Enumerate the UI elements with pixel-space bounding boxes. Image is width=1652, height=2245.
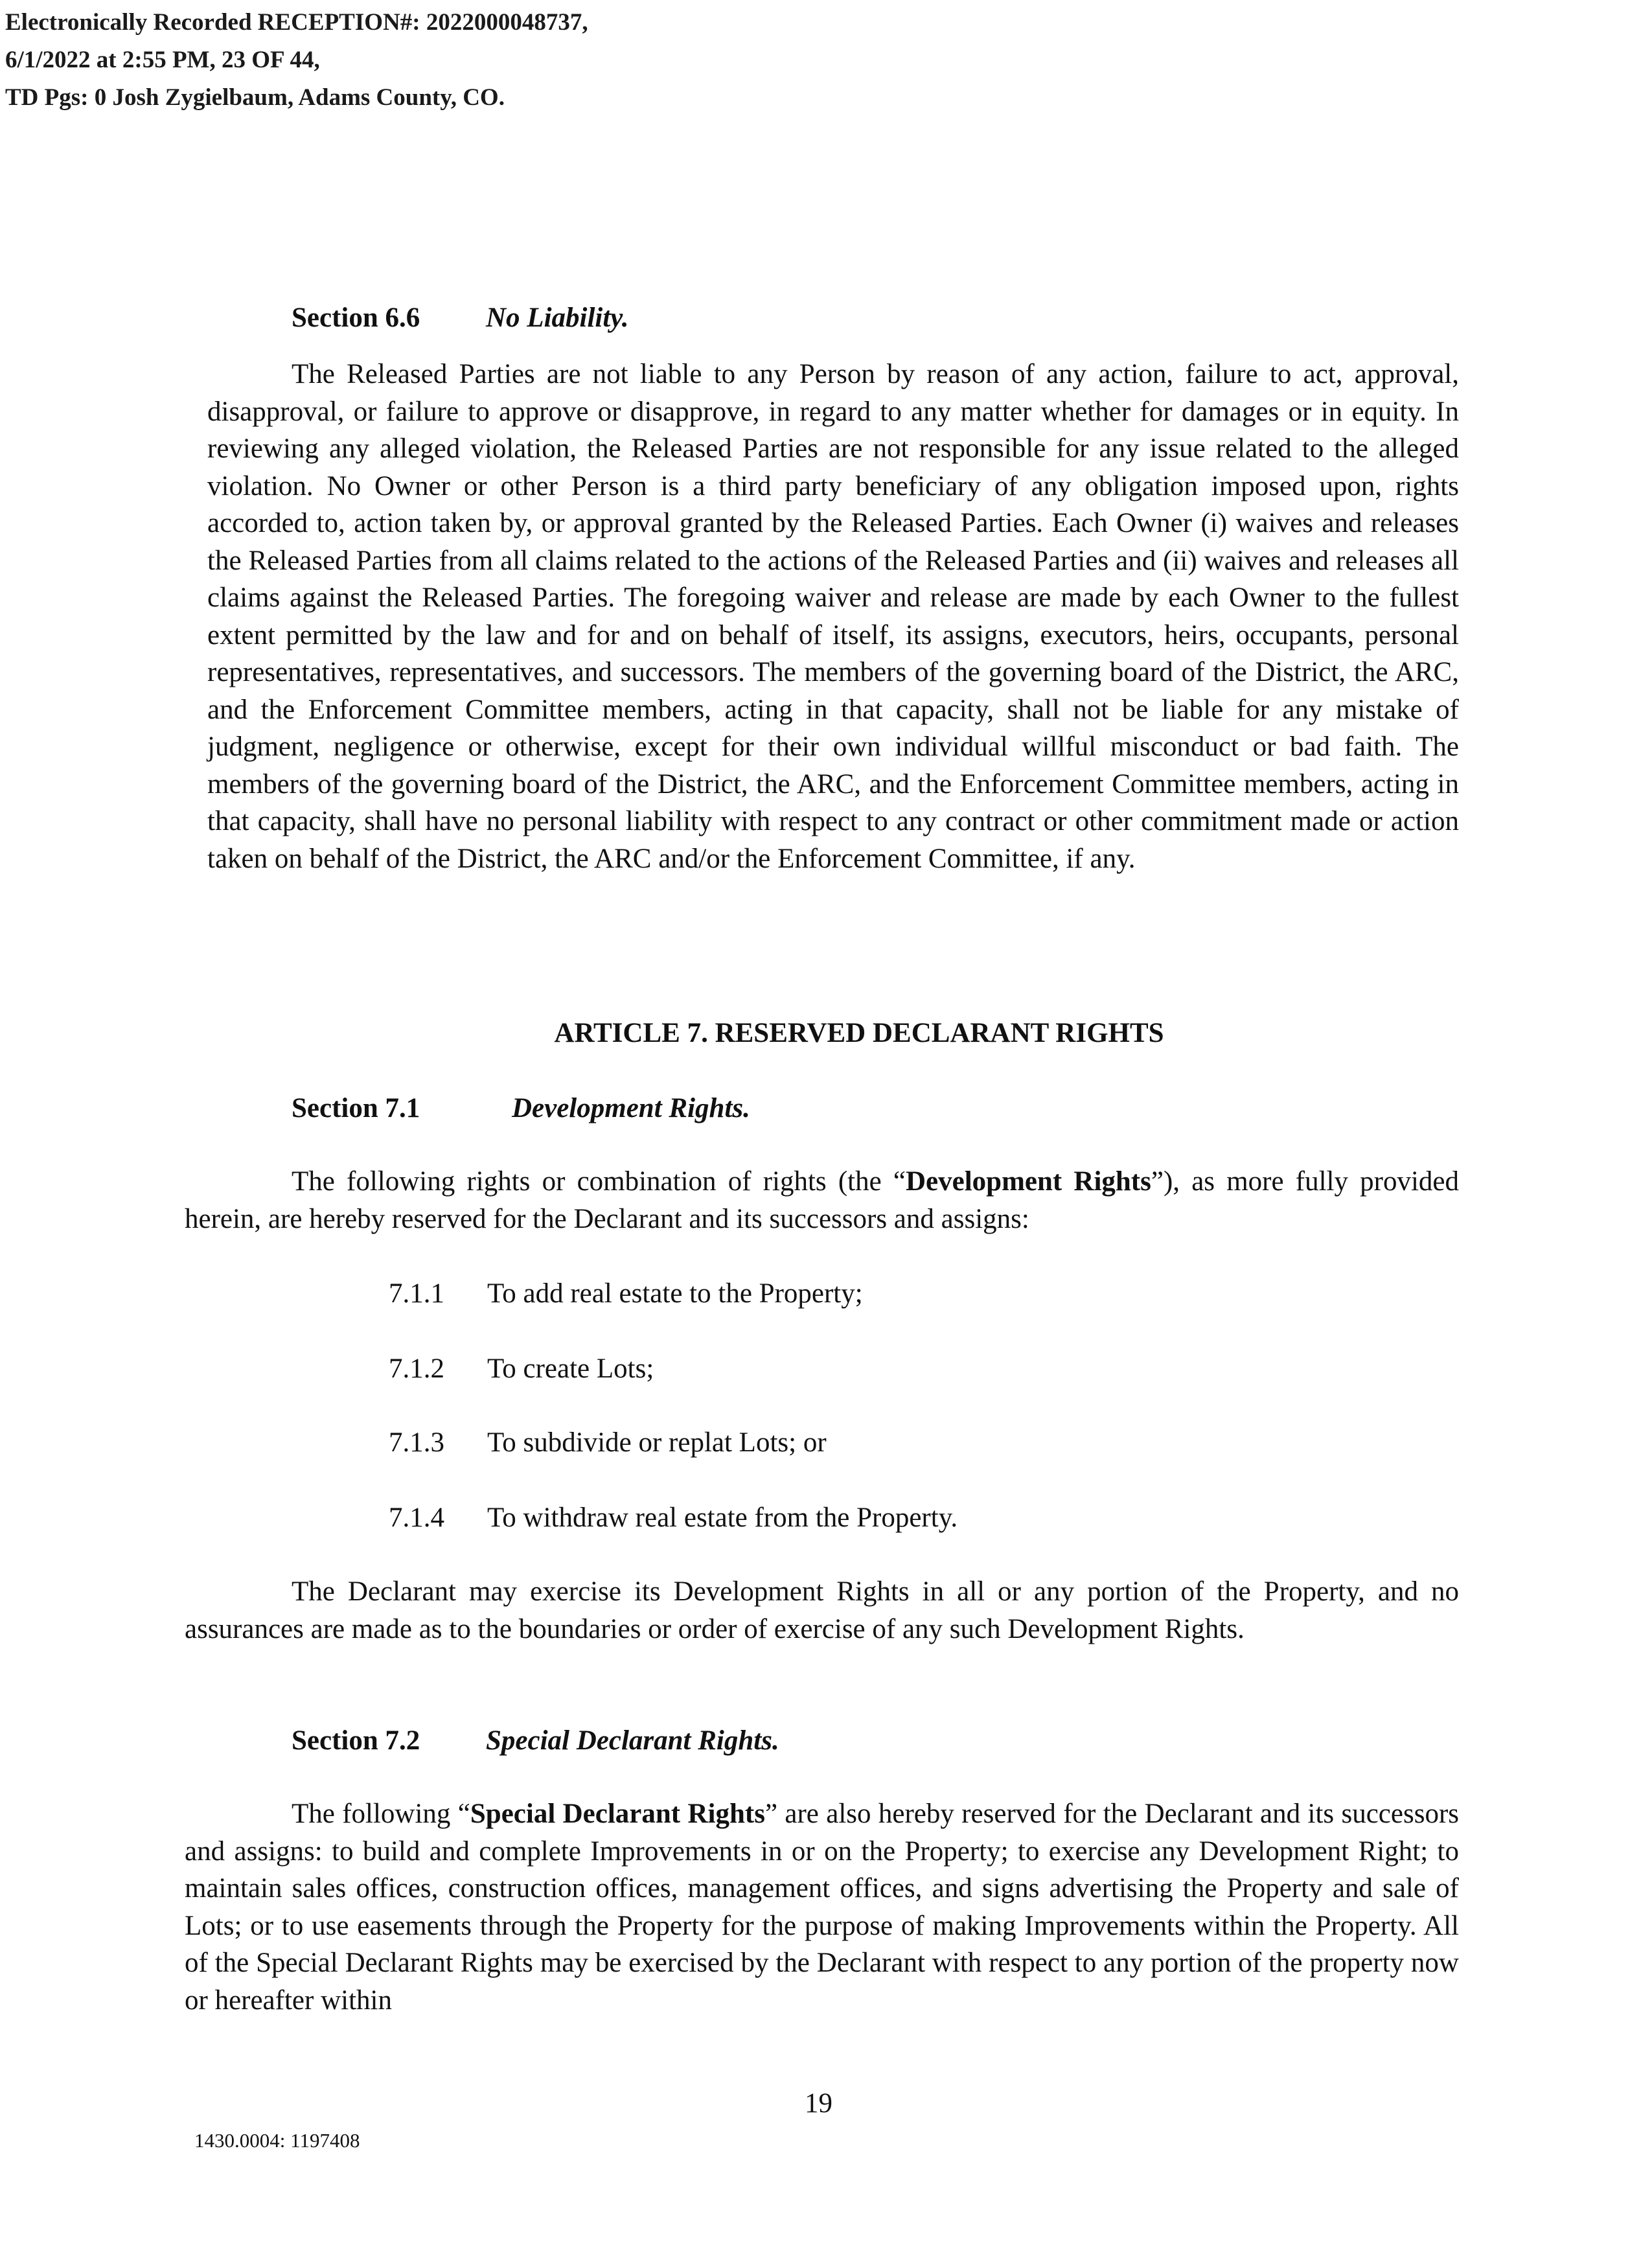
list-item-number: 7.1.3	[389, 1427, 444, 1458]
recording-stamp-line-2: 6/1/2022 at 2:55 PM, 23 OF 44,	[5, 47, 320, 73]
defined-term: Special Declarant Rights	[470, 1799, 765, 1829]
section-7-1-intro	[185, 1163, 1459, 1238]
list-item-text: To withdraw real estate from the Property.	[487, 1502, 958, 1533]
defined-term: Development Rights	[905, 1166, 1151, 1197]
section-7-2-intro	[185, 1795, 1459, 2019]
list-item	[389, 1424, 827, 1462]
section-7-1-closing: The Declarant may exercise its Development Rights in all or any portion of the Property, and no assurances are made as to the boundaries or order of exercise of any such Development Rights.	[185, 1576, 1459, 1644]
section-6-6-body: The Released Parties are not liable to any Person by reason of any action, failure to act, approval, disapproval, or failure to approve or disapprove, in regard to any matter whether for damages or in equity. In reviewing any alleged violation, the Released Parties are not responsible for any issue related to the alleged violation. No Owner or other Person is a third party beneficiary of any obligation imposed upon, rights accorded to, action taken by, or approval granted by the Released Parties. Each Owner (i) waives and releases the Released Parties from all claims related to the actions of the Released Parties and (ii) waives and releases all claims against the Released Parties. The foregoing waiver and release are made by each Owner to the fullest extent permitted by the law and for and on behalf of itself, its assigns, executors, heirs, occupants, personal representatives, representatives, and successors. The members of the governing board of the District, the ARC, and the Enforcement Committee members, acting in that capacity, shall not be liable for any mistake of judgment, negligence or otherwise, except for their own individual willful misconduct or bad faith. The members of the governing board of the District, the ARC, and the Enforcement Committee members, acting in that capacity, shall have no personal liability with respect to any contract or other commitment made or action taken on behalf of the District, the ARC and/or the Enforcement Committee, if any.	[207, 359, 1459, 874]
intro-text-before: The following rights or combination of rights (the “	[292, 1166, 906, 1197]
list-item	[389, 1350, 654, 1388]
list-item-number: 7.1.2	[389, 1353, 444, 1384]
list-item-number: 7.1.4	[389, 1502, 444, 1533]
intro-text-before: The following “	[292, 1799, 470, 1829]
section-title: Special Declarant Rights.	[486, 1725, 779, 1756]
list-item	[389, 1275, 863, 1313]
section-number: Section 7.1	[292, 1093, 420, 1123]
list-item	[389, 1499, 958, 1537]
article-7-heading: ARTICLE 7. RESERVED DECLARANT RIGHTS	[554, 1018, 1164, 1048]
intro-text-after: ”), as more fully provided herein, are hereby reserved for the Declarant and its successors and assigns:	[185, 1166, 1460, 1234]
section-number: Section 6.6	[292, 303, 420, 333]
section-title: No Liability.	[486, 303, 629, 333]
intro-text-after: ” are also hereby reserved for the Declarant and its successors and assigns: to build and complete Improvements in or on the Property; to exercise any Development Right; to maintain sales offices, construction offices, management offices, and signs advertising the Property and sale of Lots; or to use easements through the Property for the purpose of making Improvements within the Property. All of the Special Declarant Rights may be exercised by the Declarant with respect to any portion of the property now or hereafter within	[185, 1799, 1459, 2016]
recording-stamp	[5, 4, 588, 117]
list-item-number: 7.1.1	[389, 1278, 444, 1309]
section-number: Section 7.2	[292, 1725, 420, 1756]
document-id: 1430.0004: 1197408	[194, 2129, 360, 2152]
section-6-6-heading	[292, 299, 629, 337]
section-7-1-heading	[292, 1090, 750, 1127]
list-item-text: To create Lots;	[487, 1353, 654, 1384]
recording-stamp-line-3: TD Pgs: 0 Josh Zygielbaum, Adams County, CO.	[5, 84, 505, 111]
section-7-2-heading	[292, 1722, 779, 1760]
list-item-text: To add real estate to the Property;	[487, 1278, 863, 1309]
section-title: Development Rights.	[512, 1093, 750, 1123]
list-item-text: To subdivide or replat Lots; or	[487, 1427, 827, 1458]
recording-stamp-line-1: Electronically Recorded RECEPTION#: 2022000048737,	[5, 9, 588, 36]
page-number: 19	[805, 2088, 832, 2119]
